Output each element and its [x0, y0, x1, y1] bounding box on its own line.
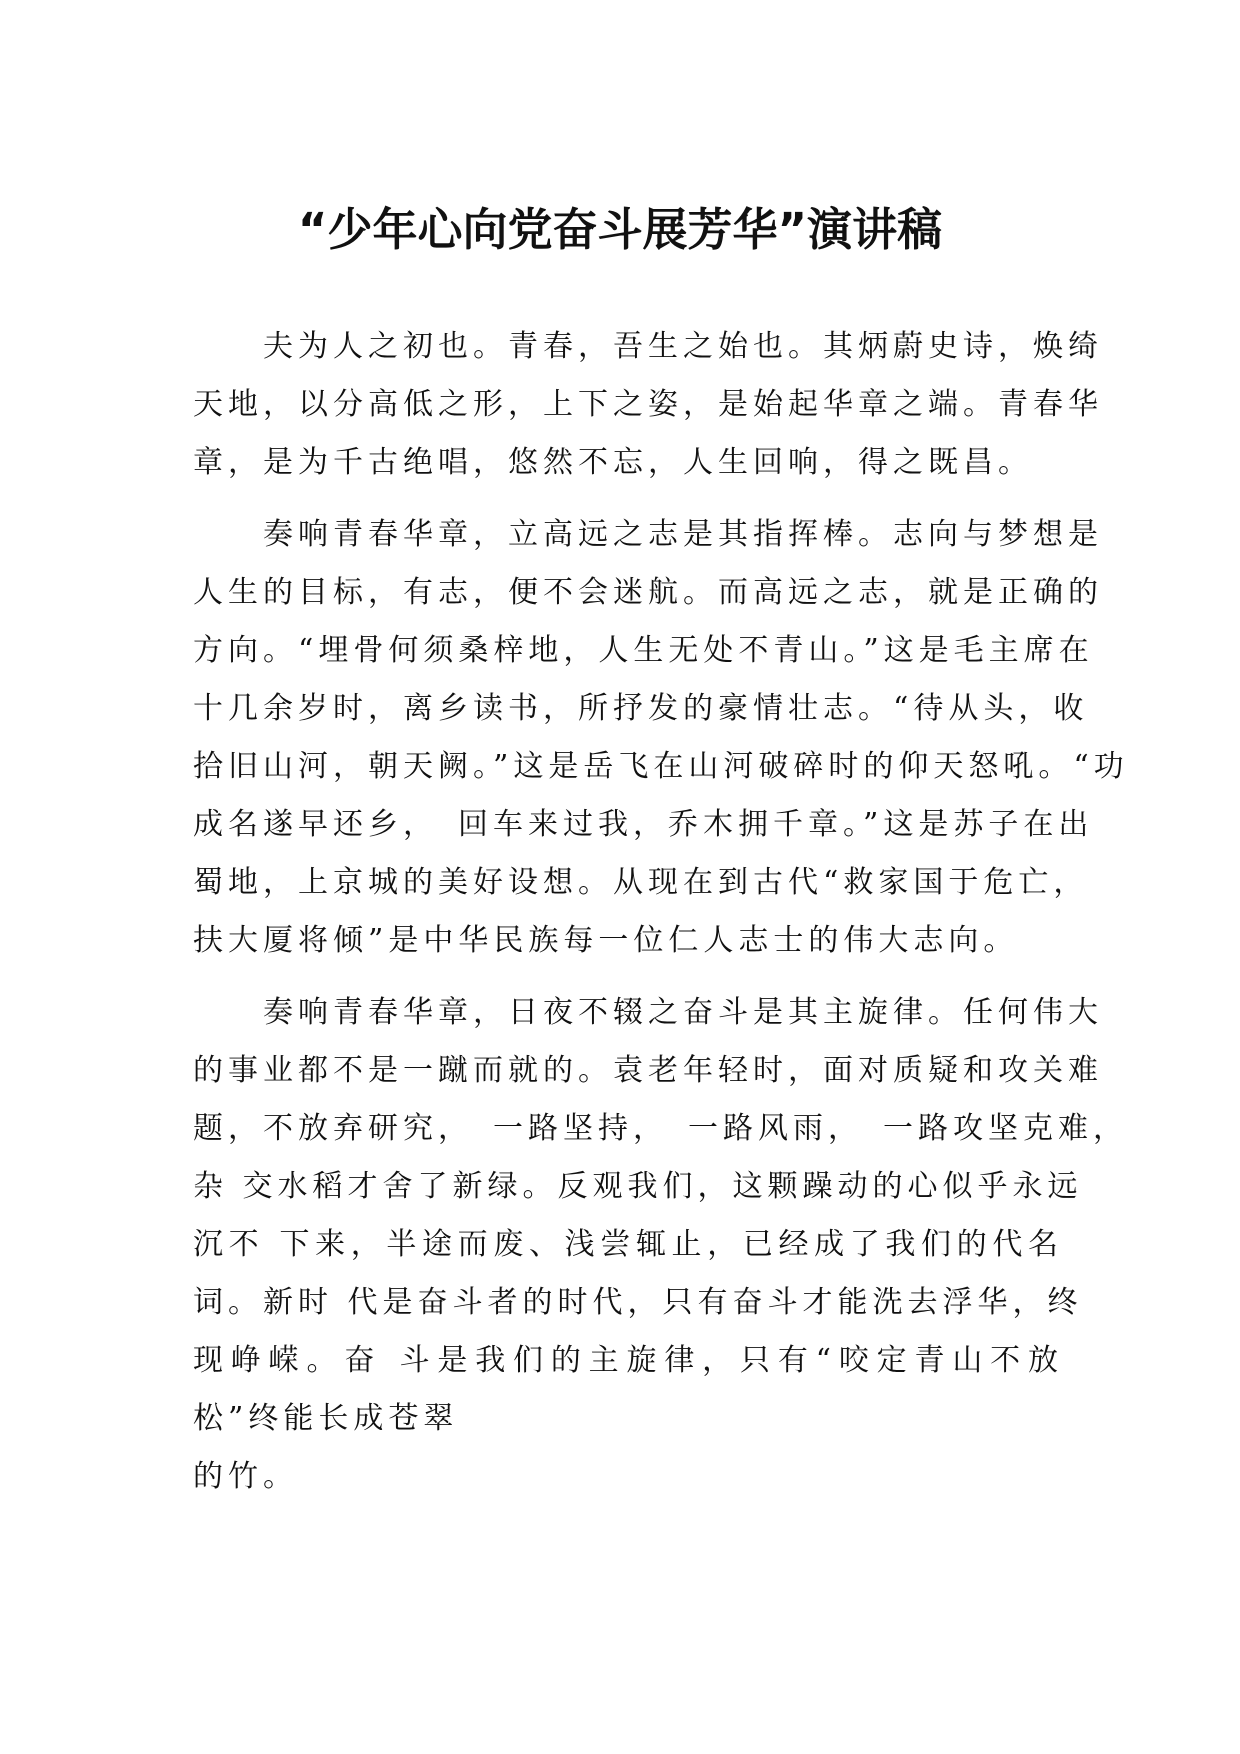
- text-line: 蜀地，上京城的美好设想。从现在到古代“救家国于危亡，: [193, 865, 1089, 900]
- text-line: 拾旧山河，朝天阙。”这是岳飞在山河破碎时的仰天怒吼。“功: [193, 749, 1129, 784]
- text-line: 天地，以分高低之形，上下之姿，是始起华章之端。青春华: [193, 387, 1103, 422]
- text-line: 奏响青春华章，日夜不辍之奋斗是其主旋律。任何伟大: [263, 995, 1103, 1030]
- text-line: 题，不放弃研究， 一路坚持， 一路风雨， 一路攻坚克难，: [193, 1111, 1128, 1146]
- document-title: “少年心向党奋斗展芳华”演讲稿: [297, 203, 943, 256]
- text-line: 扶大厦将倾”是中华民族每一位仁人志士的伟大志向。: [193, 923, 1019, 958]
- document-body: [193, 318, 1129, 1506]
- text-line: 的竹。: [193, 1459, 298, 1494]
- text-line: 的事业都不是一蹴而就的。袁老年轻时，面对质疑和攻关难: [193, 1053, 1103, 1088]
- text-line: 成名遂早还乡， 回车来过我，乔木拥千章。”这是苏子在出: [193, 807, 1094, 842]
- text-line: 十几余岁时，离乡读书，所抒发的豪情壮志。“待从头，收: [193, 691, 1089, 726]
- text-line: 章，是为千古绝唱，悠然不忘，人生回响，得之既昌。: [193, 445, 1033, 480]
- text-line: 方向。“埋骨何须桑梓地，人生无处不青山。”这是毛主席在: [193, 633, 1094, 668]
- paragraph-3: [193, 984, 1128, 1506]
- text-line: 奏响青春华章，立高远之志是其指挥棒。志向与梦想是: [263, 517, 1103, 552]
- paragraph-1: [193, 318, 1103, 492]
- text-line: 人生的目标，有志，便不会迷航。而高远之志，就是正确的: [193, 575, 1103, 610]
- text-line: 夫为人之初也。青春，吾生之始也。其炳蔚史诗，焕绮: [263, 329, 1103, 364]
- text-line: 现峥嵘。奋 斗是我们的主旋律，只有“咬定青山不放: [193, 1343, 1063, 1378]
- text-line: 杂 交水稻才舍了新绿。反观我们，这颗躁动的心似乎永远: [193, 1169, 1083, 1204]
- text-line: 松”终能长成苍翠: [193, 1401, 459, 1436]
- paragraph-gap: [193, 492, 1063, 506]
- paragraph-gap: [193, 970, 1063, 984]
- paragraph-2: [193, 506, 1129, 970]
- text-line: 沉不 下来，半途而废、浅尝辄止，已经成了我们的代名: [193, 1227, 1063, 1262]
- text-line: 词。新时 代是奋斗者的时代，只有奋斗才能洗去浮华，终: [193, 1285, 1083, 1320]
